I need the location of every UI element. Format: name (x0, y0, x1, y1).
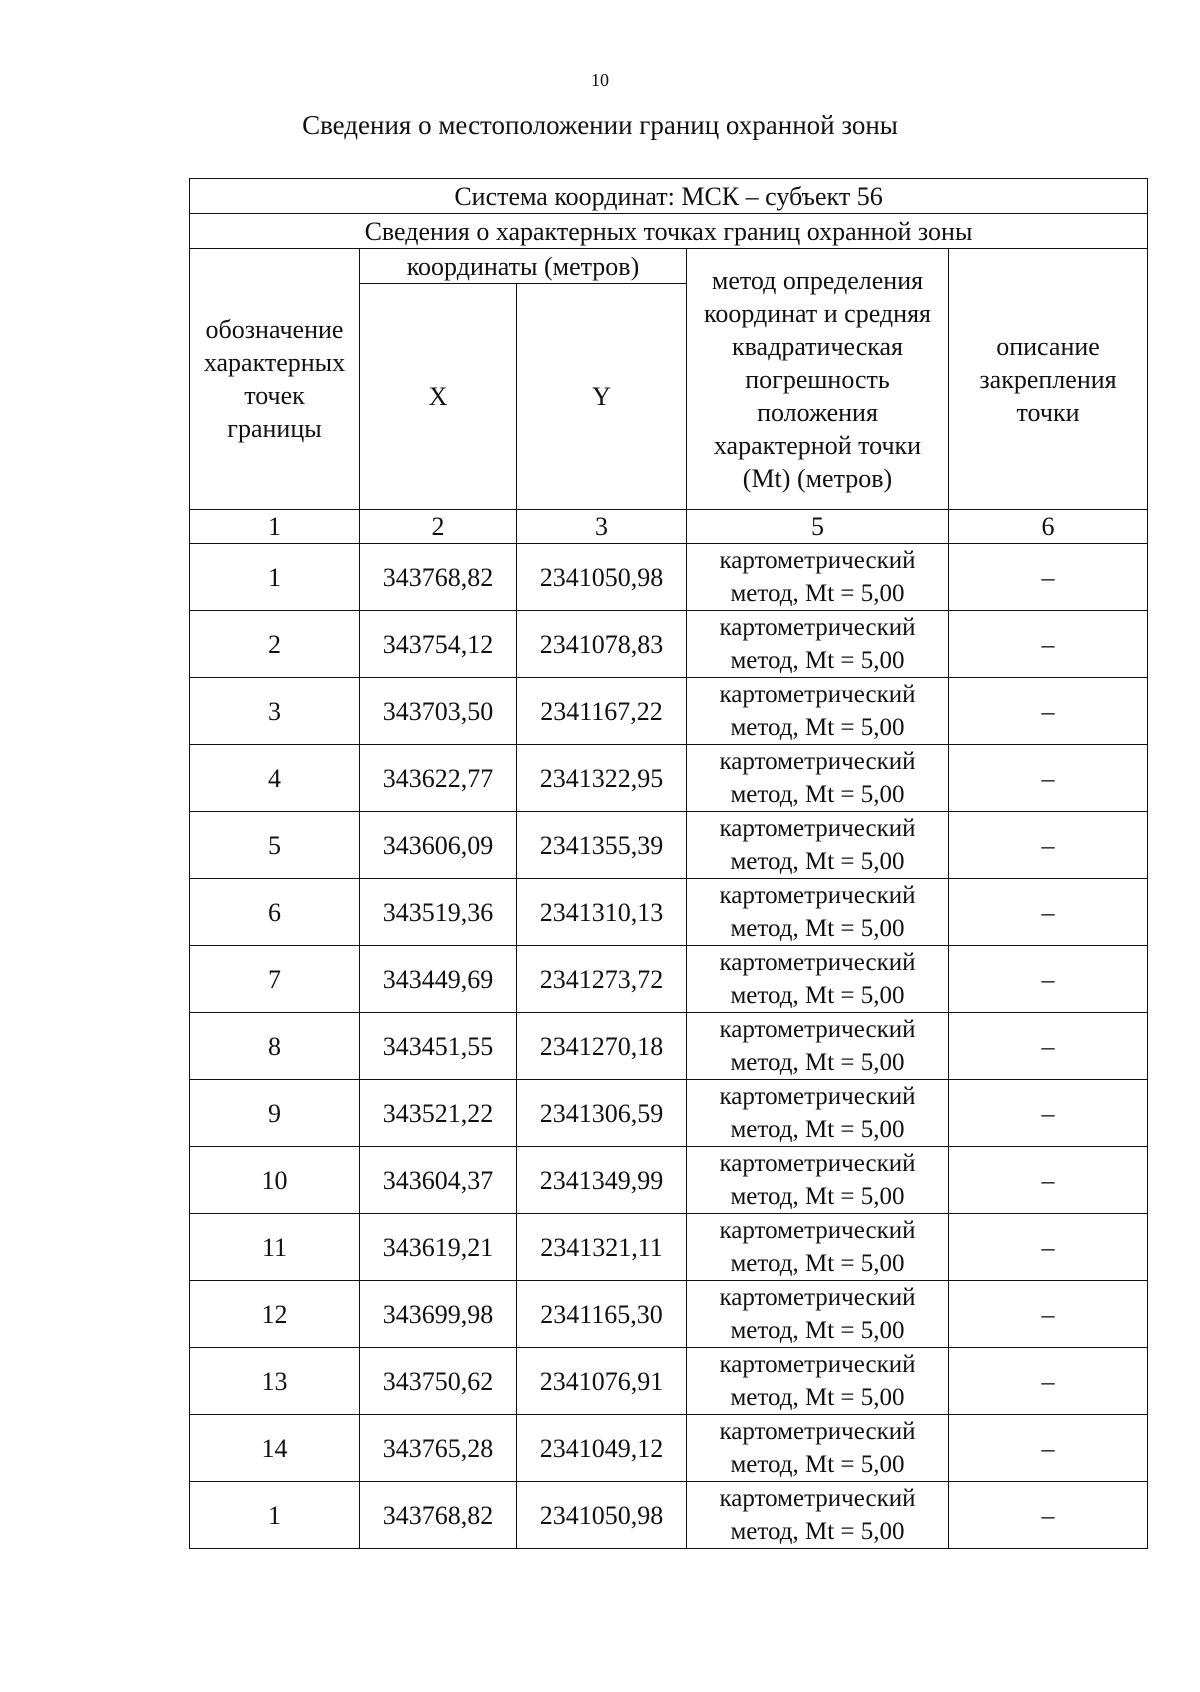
cell-method: картометрический метод, Mt = 5,00 (687, 879, 949, 946)
cell-description: – (949, 678, 1148, 745)
cell-method: картометрический метод, Mt = 5,00 (687, 1482, 949, 1549)
cell-point: 1 (190, 1482, 360, 1549)
cell-point: 9 (190, 1080, 360, 1147)
column-header-y: Y (517, 284, 687, 510)
cell-description: – (949, 812, 1148, 879)
table-row (190, 1348, 1148, 1415)
column-number: 3 (517, 510, 687, 544)
cell-method: картометрический метод, Mt = 5,00 (687, 946, 949, 1013)
cell-point: 10 (190, 1147, 360, 1214)
cell-y: 2341049,12 (517, 1415, 687, 1482)
cell-point: 1 (190, 544, 360, 611)
cell-x: 343519,36 (360, 879, 517, 946)
column-header-method: метод определения координат и средняя квадратическая погрешность положения характерной точки (Mt) (метров) (687, 249, 949, 510)
cell-y: 2341310,13 (517, 879, 687, 946)
cell-x: 343703,50 (360, 678, 517, 745)
document-title: Сведения о местоположении границ охранной зоны (302, 110, 898, 140)
cell-description: – (949, 1013, 1148, 1080)
column-number: 6 (949, 510, 1148, 544)
cell-y: 2341165,30 (517, 1281, 687, 1348)
table-row (190, 611, 1148, 678)
table-row (190, 544, 1148, 611)
cell-method: картометрический метод, Mt = 5,00 (687, 544, 949, 611)
cell-point: 14 (190, 1415, 360, 1482)
cell-method: картометрический метод, Mt = 5,00 (687, 1415, 949, 1482)
cell-description: – (949, 1147, 1148, 1214)
column-number: 5 (687, 510, 949, 544)
cell-y: 2341355,39 (517, 812, 687, 879)
boundary-points-table (189, 178, 1148, 1549)
table-row (190, 1080, 1148, 1147)
coordinate-system-header: Система координат: МСК – субъект 56 (190, 179, 1148, 214)
table-row (190, 812, 1148, 879)
cell-y: 2341078,83 (517, 611, 687, 678)
column-header-coordinates: координаты (метров) (360, 249, 687, 284)
cell-point: 6 (190, 879, 360, 946)
cell-x: 343619,21 (360, 1214, 517, 1281)
cell-y: 2341273,72 (517, 946, 687, 1013)
cell-y: 2341076,91 (517, 1348, 687, 1415)
table-row (190, 1147, 1148, 1214)
table-row (190, 946, 1148, 1013)
cell-method: картометрический метод, Mt = 5,00 (687, 812, 949, 879)
cell-point: 8 (190, 1013, 360, 1080)
cell-method: картометрический метод, Mt = 5,00 (687, 1281, 949, 1348)
cell-x: 343699,98 (360, 1281, 517, 1348)
table-row (190, 1013, 1148, 1080)
cell-y: 2341270,18 (517, 1013, 687, 1080)
column-numbers-row (190, 510, 1148, 544)
cell-method: картометрический метод, Mt = 5,00 (687, 1147, 949, 1214)
cell-description: – (949, 1214, 1148, 1281)
column-number: 2 (360, 510, 517, 544)
cell-x: 343765,28 (360, 1415, 517, 1482)
cell-method: картометрический метод, Mt = 5,00 (687, 1348, 949, 1415)
table-row (190, 1214, 1148, 1281)
cell-description: – (949, 1415, 1148, 1482)
cell-method: картометрический метод, Mt = 5,00 (687, 1080, 949, 1147)
cell-y: 2341167,22 (517, 678, 687, 745)
column-number: 1 (190, 510, 360, 544)
cell-method: картометрический метод, Mt = 5,00 (687, 611, 949, 678)
column-header-description: описание закрепления точки (949, 249, 1148, 510)
table-row (190, 1415, 1148, 1482)
cell-y: 2341306,59 (517, 1080, 687, 1147)
cell-x: 343768,82 (360, 1482, 517, 1549)
cell-description: – (949, 745, 1148, 812)
cell-y: 2341050,98 (517, 544, 687, 611)
cell-point: 13 (190, 1348, 360, 1415)
cell-x: 343750,62 (360, 1348, 517, 1415)
cell-description: – (949, 1080, 1148, 1147)
cell-point: 4 (190, 745, 360, 812)
cell-x: 343754,12 (360, 611, 517, 678)
cell-description: – (949, 544, 1148, 611)
cell-description: – (949, 946, 1148, 1013)
table-row (190, 879, 1148, 946)
cell-x: 343622,77 (360, 745, 517, 812)
cell-y: 2341321,11 (517, 1214, 687, 1281)
cell-point: 11 (190, 1214, 360, 1281)
table-row (190, 1482, 1148, 1549)
cell-y: 2341322,95 (517, 745, 687, 812)
table-row (190, 1281, 1148, 1348)
cell-method: картометрический метод, Mt = 5,00 (687, 1214, 949, 1281)
cell-description: – (949, 1281, 1148, 1348)
cell-point: 12 (190, 1281, 360, 1348)
cell-description: – (949, 879, 1148, 946)
column-header-x: X (360, 284, 517, 510)
cell-x: 343768,82 (360, 544, 517, 611)
cell-point: 5 (190, 812, 360, 879)
cell-point: 2 (190, 611, 360, 678)
cell-method: картометрический метод, Mt = 5,00 (687, 678, 949, 745)
column-header-point: обозначение характерных точек границы (190, 249, 360, 510)
cell-description: – (949, 611, 1148, 678)
cell-description: – (949, 1348, 1148, 1415)
table-row (190, 678, 1148, 745)
cell-x: 343604,37 (360, 1147, 517, 1214)
cell-point: 7 (190, 946, 360, 1013)
section-heading: Сведения о характерных точках границ охранной зоны (190, 214, 1148, 249)
cell-method: картометрический метод, Mt = 5,00 (687, 1013, 949, 1080)
cell-x: 343449,69 (360, 946, 517, 1013)
cell-y: 2341349,99 (517, 1147, 687, 1214)
cell-point: 3 (190, 678, 360, 745)
cell-y: 2341050,98 (517, 1482, 687, 1549)
cell-x: 343451,55 (360, 1013, 517, 1080)
cell-x: 343521,22 (360, 1080, 517, 1147)
cell-method: картометрический метод, Mt = 5,00 (687, 745, 949, 812)
page-number: 10 (591, 70, 609, 90)
cell-description: – (949, 1482, 1148, 1549)
cell-x: 343606,09 (360, 812, 517, 879)
table-row (190, 745, 1148, 812)
